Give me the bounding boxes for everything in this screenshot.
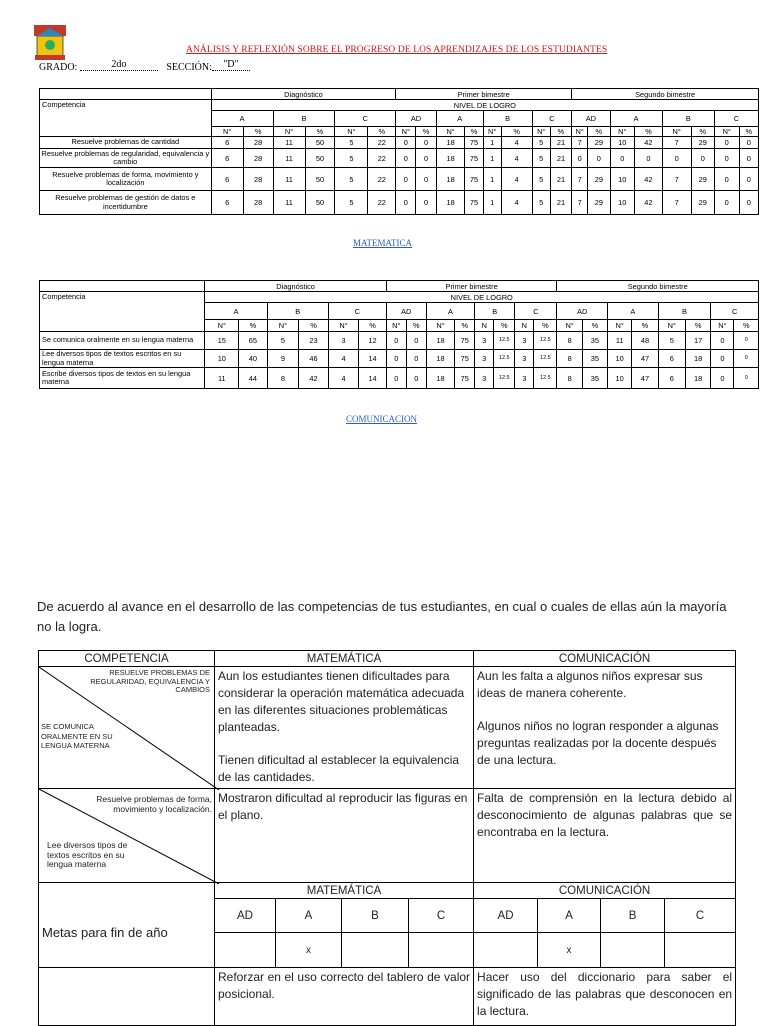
value-cell: 47 (632, 350, 658, 368)
value-cell: 75 (465, 191, 483, 215)
value-cell: 0 (416, 168, 436, 191)
table-row (40, 350, 759, 368)
value-cell: 18 (426, 368, 454, 389)
value-cell: 0 (711, 350, 734, 368)
value-cell: 8 (557, 350, 582, 368)
value-cell: 10 (608, 350, 632, 368)
value-cell: 75 (465, 149, 483, 168)
col-percent: % (243, 127, 273, 137)
col-percent: % (299, 320, 329, 332)
level-ad: AD (557, 303, 608, 320)
value-cell: 0 (386, 350, 406, 368)
value-cell: 0 (406, 368, 426, 389)
value-cell: 6 (658, 350, 685, 368)
col-percent: % (501, 127, 532, 137)
value-cell: 11 (273, 168, 305, 191)
value-cell: 28 (243, 149, 273, 168)
col-number: N° (557, 320, 582, 332)
value-cell: 18 (436, 191, 465, 215)
value-cell: 1 (483, 137, 501, 149)
value-cell: 11 (273, 149, 305, 168)
col-number: N° (711, 320, 734, 332)
value-cell: 22 (368, 168, 396, 191)
value-cell: 0 (691, 149, 714, 168)
math-reflection-1-b: Tienen dificultad al establecer la equivalencia de las cantidades. (218, 753, 460, 784)
level-b: B (483, 111, 532, 127)
value-cell: 23 (299, 332, 329, 350)
value-cell: 18 (426, 350, 454, 368)
value-cell: 42 (635, 137, 663, 149)
seccion-label: SECCIÓN: (166, 62, 212, 73)
level-a: A (211, 111, 273, 127)
page-title: ANÁLISIS Y REFLEXIÓN SOBRE EL PROGRESO DE LOS APRENDIZAJES DE LOS ESTUDIANTES (186, 45, 608, 55)
col-number: N° (386, 320, 406, 332)
value-cell: 7 (572, 191, 588, 215)
value-cell: 29 (588, 137, 610, 149)
com-competencia-1: SE COMUNICA ORALMENTE EN SU LENGUA MATERNA (41, 722, 113, 750)
competencia-cell: Resuelve problemas de regularidad, equivalencia y cambio (40, 149, 212, 168)
col-number: N° (572, 127, 588, 137)
value-cell: 7 (662, 191, 691, 215)
level-b: B (273, 111, 335, 127)
value-cell: 5 (658, 332, 685, 350)
col-percent: % (455, 320, 475, 332)
analysis-table (38, 650, 736, 1026)
value-cell: 44 (239, 368, 267, 389)
value-cell: 0 (416, 191, 436, 215)
value-cell: 29 (588, 168, 610, 191)
col-number: N° (267, 320, 299, 332)
metas-math-a-mark: x (276, 933, 342, 968)
value-cell: 50 (305, 191, 335, 215)
value-cell: 75 (465, 168, 483, 191)
value-cell: 11 (273, 191, 305, 215)
value-cell: 6 (211, 149, 243, 168)
value-cell: 3 (515, 332, 534, 350)
value-cell: 18 (436, 149, 465, 168)
level-c: C (714, 111, 758, 127)
col-percent: % (406, 320, 426, 332)
value-cell: 0 (739, 191, 759, 215)
value-cell: 6 (211, 191, 243, 215)
level-c: C (515, 303, 557, 320)
value-cell: 40 (239, 350, 267, 368)
value-cell: 6 (211, 168, 243, 191)
com-competencia-2: Lee diversos tipos de textos escritos en su lengua materna (47, 840, 128, 869)
level-a: A (205, 303, 267, 320)
com-reflection-1 (474, 667, 736, 789)
col-number: N° (532, 127, 550, 137)
header-competencia: Competencia (40, 292, 205, 332)
metas-com-ad: AD (474, 899, 538, 933)
value-cell: 10 (610, 168, 635, 191)
value-cell: 12.5 (534, 332, 557, 350)
value-cell: 7 (662, 137, 691, 149)
value-cell: 0 (406, 350, 426, 368)
value-cell: 0 (714, 149, 739, 168)
com-action: Hacer uso del diccionario para saber el significado de las palabras que desconocen en la lectura. (474, 968, 736, 1026)
value-cell: 75 (455, 332, 475, 350)
level-b: B (267, 303, 328, 320)
value-cell: 29 (588, 191, 610, 215)
value-cell: 50 (305, 168, 335, 191)
value-cell: 11 (273, 137, 305, 149)
col-percent: % (494, 320, 515, 332)
competencia-cell: Lee diversos tipos de textos escritos en su lengua materna (40, 350, 205, 368)
value-cell: 0 (714, 137, 739, 149)
value-cell: 22 (368, 149, 396, 168)
col-percent: % (691, 127, 714, 137)
math-competencia-2: Resuelve problemas de forma, movimiento y localización. (96, 794, 212, 814)
value-cell: 1 (483, 168, 501, 191)
value-cell: 21 (550, 137, 571, 149)
level-b: B (658, 303, 711, 320)
level-c: C (532, 111, 571, 127)
math-reflection-1 (215, 667, 474, 789)
col-number: N° (714, 127, 739, 137)
math-reflection-2: Mostraron dificultad al reproducir las figuras en el plano. (215, 789, 474, 883)
value-cell: 29 (691, 137, 714, 149)
level-a: A (426, 303, 474, 320)
metas-math-c: C (409, 899, 474, 933)
value-cell: 75 (455, 368, 475, 389)
value-cell: 0 (386, 332, 406, 350)
col-number: N (475, 320, 494, 332)
value-cell: 10 (610, 191, 635, 215)
value-cell: 0 (386, 368, 406, 389)
value-cell: 18 (426, 332, 454, 350)
col-number: N° (608, 320, 632, 332)
matematica-label: MATEMATICA (353, 238, 413, 248)
matematica-table (39, 88, 759, 215)
header-nivel-logro: NIVEL DE LOGRO (205, 292, 759, 303)
value-cell: 0 (711, 368, 734, 389)
col-comunicacion: COMUNICACIÓN (474, 651, 736, 667)
com-reflection-2: Falta de comprensión en la lectura debido al desconocimiento de algunas palabras que se encontraba en la lectura. (474, 789, 736, 883)
com-reflection-1-b: Algunos niños no logran responder a algunas preguntas realizadas por la docente después de una lectura. (477, 719, 719, 767)
value-cell: 35 (582, 332, 607, 350)
col-number: N° (211, 127, 243, 137)
value-cell: 0 (734, 368, 759, 389)
value-cell: 8 (557, 368, 582, 389)
col-number: N° (273, 127, 305, 137)
header-nivel-logro: NIVEL DE LOGRO (211, 100, 758, 111)
value-cell: 28 (243, 168, 273, 191)
value-cell: 4 (501, 191, 532, 215)
value-cell: 1 (483, 191, 501, 215)
value-cell: 7 (572, 168, 588, 191)
seccion-value: "D" (212, 59, 250, 71)
value-cell: 0 (739, 137, 759, 149)
value-cell: 22 (368, 137, 396, 149)
value-cell: 3 (515, 368, 534, 389)
value-cell: 12.5 (534, 368, 557, 389)
col-percent: % (588, 127, 610, 137)
value-cell: 0 (610, 149, 635, 168)
value-cell: 0 (588, 149, 610, 168)
value-cell: 21 (550, 149, 571, 168)
value-cell: 3 (475, 350, 494, 368)
header-segundo-bimestre: Segundo bimestre (557, 281, 759, 292)
level-ad: AD (572, 111, 610, 127)
col-percent: % (550, 127, 571, 137)
value-cell: 4 (501, 149, 532, 168)
value-cell: 12.5 (494, 332, 515, 350)
value-cell: 4 (501, 168, 532, 191)
value-cell: 11 (608, 332, 632, 350)
math-action: Reforzar en el uso correcto del tablero de valor posicional. (215, 968, 474, 1026)
competencia-cell: Resuelve problemas de cantidad (40, 137, 212, 149)
level-ad: AD (386, 303, 426, 320)
value-cell: 5 (335, 137, 368, 149)
value-cell: 35 (582, 368, 607, 389)
value-cell: 10 (608, 368, 632, 389)
level-c: C (328, 303, 386, 320)
competencia-cell: Se comunica oralmente en su lengua materna (40, 332, 205, 350)
col-competencia: COMPETENCIA (39, 651, 215, 667)
value-cell: 28 (243, 191, 273, 215)
value-cell: 21 (550, 168, 571, 191)
header-primer-bimestre: Primer bimestre (396, 89, 572, 100)
value-cell: 12.5 (534, 350, 557, 368)
value-cell: 0 (635, 149, 663, 168)
competencia-diagonal-cell-2 (39, 789, 215, 883)
metas-math-a: A (276, 899, 342, 933)
header-segundo-bimestre: Segundo bimestre (572, 89, 759, 100)
col-percent: % (368, 127, 396, 137)
value-cell: 12.5 (494, 368, 515, 389)
col-number: N (515, 320, 534, 332)
value-cell: 14 (359, 368, 386, 389)
metas-col-matematica: MATEMÁTICA (215, 883, 474, 899)
value-cell: 12 (359, 332, 386, 350)
value-cell: 0 (739, 149, 759, 168)
value-cell: 0 (416, 149, 436, 168)
value-cell: 5 (335, 149, 368, 168)
table-row (40, 137, 759, 149)
col-number: N° (396, 127, 416, 137)
value-cell: 50 (305, 149, 335, 168)
col-number: N° (658, 320, 685, 332)
value-cell: 3 (515, 350, 534, 368)
col-percent: % (239, 320, 267, 332)
metas-com-c: C (665, 899, 736, 933)
value-cell: 4 (328, 368, 359, 389)
value-cell: 0 (739, 168, 759, 191)
value-cell: 4 (328, 350, 359, 368)
metas-col-comunicacion: COMUNICACIÓN (474, 883, 736, 899)
value-cell: 3 (475, 332, 494, 350)
comunicacion-table (39, 280, 759, 389)
grado-value: 2do (80, 59, 158, 71)
col-number: N° (436, 127, 465, 137)
value-cell: 42 (635, 191, 663, 215)
value-cell: 0 (396, 168, 416, 191)
level-a: A (608, 303, 659, 320)
value-cell: 0 (711, 332, 734, 350)
com-reflection-1-a: Aun les falta a algunos niños expresar sus ideas de manera coherente. (477, 669, 703, 700)
value-cell: 8 (557, 332, 582, 350)
value-cell: 5 (532, 137, 550, 149)
value-cell: 0 (572, 149, 588, 168)
value-cell: 0 (662, 149, 691, 168)
value-cell: 0 (714, 191, 739, 215)
col-percent: % (582, 320, 607, 332)
value-cell: 0 (734, 350, 759, 368)
value-cell: 3 (328, 332, 359, 350)
col-number: N° (426, 320, 454, 332)
value-cell: 35 (582, 350, 607, 368)
col-percent: % (359, 320, 386, 332)
value-cell: 17 (686, 332, 711, 350)
col-percent: % (416, 127, 436, 137)
competencia-cell: Resuelve problemas de forma, movimiento y localización (40, 168, 212, 191)
value-cell: 8 (267, 368, 299, 389)
value-cell: 21 (550, 191, 571, 215)
value-cell: 28 (243, 137, 273, 149)
col-number: N° (335, 127, 368, 137)
competencia-diagonal-cell-1 (39, 667, 215, 789)
level-b: B (662, 111, 714, 127)
metas-com-a: A (538, 899, 601, 933)
value-cell: 10 (205, 350, 239, 368)
col-percent: % (465, 127, 483, 137)
level-a: A (436, 111, 483, 127)
value-cell: 29 (691, 191, 714, 215)
value-cell: 5 (267, 332, 299, 350)
col-number: N° (483, 127, 501, 137)
value-cell: 5 (532, 191, 550, 215)
value-cell: 5 (532, 168, 550, 191)
metas-label: Metas para fin de año (39, 899, 215, 968)
value-cell: 75 (465, 137, 483, 149)
value-cell: 1 (483, 149, 501, 168)
value-cell: 47 (632, 368, 658, 389)
value-cell: 18 (436, 137, 465, 149)
value-cell: 5 (335, 168, 368, 191)
reflection-question: De acuerdo al avance en el desarrollo de las competencias de tus estudiantes, en cual o cuales de ellas aún la mayoría no la logra. (37, 599, 727, 634)
col-matematica: MATEMÁTICA (215, 651, 474, 667)
col-percent: % (534, 320, 557, 332)
value-cell: 0 (714, 168, 739, 191)
value-cell: 75 (455, 350, 475, 368)
value-cell: 4 (501, 137, 532, 149)
value-cell: 42 (299, 368, 329, 389)
value-cell: 46 (299, 350, 329, 368)
value-cell: 22 (368, 191, 396, 215)
table-row (40, 168, 759, 191)
value-cell: 6 (211, 137, 243, 149)
level-a: A (610, 111, 662, 127)
value-cell: 0 (396, 137, 416, 149)
col-number: N° (610, 127, 635, 137)
header-diagnostico: Diagnóstico (205, 281, 386, 292)
value-cell: 5 (532, 149, 550, 168)
math-reflection-1-a: Aun los estudiantes tienen dificultades para considerar la operación matemática adecuada en las diferentes situaciones problemáticas planteadas. (218, 669, 465, 734)
col-percent: % (632, 320, 658, 332)
header-competencia: Competencia (40, 100, 212, 137)
value-cell: 0 (406, 332, 426, 350)
comunicacion-label: COMUNICACION (346, 414, 418, 424)
value-cell: 9 (267, 350, 299, 368)
value-cell: 18 (686, 368, 711, 389)
value-cell: 0 (396, 149, 416, 168)
col-percent: % (635, 127, 663, 137)
table-row (40, 368, 759, 389)
col-percent: % (686, 320, 711, 332)
col-number: N° (328, 320, 359, 332)
math-competencia-1: RESUELVE PROBLEMAS DE REGULARIDAD, EQUIVALENCIA Y CAMBIOS (90, 668, 210, 694)
table-row (40, 191, 759, 215)
col-percent: % (739, 127, 759, 137)
value-cell: 11 (205, 368, 239, 389)
metas-math-ad: AD (215, 899, 276, 933)
level-ad: AD (396, 111, 437, 127)
value-cell: 48 (632, 332, 658, 350)
value-cell: 18 (436, 168, 465, 191)
col-percent: % (734, 320, 759, 332)
col-number: N° (205, 320, 239, 332)
value-cell: 3 (475, 368, 494, 389)
competencia-cell: Escribe diversos tipos de textos en su lengua materna (40, 368, 205, 389)
table-row (40, 149, 759, 168)
grado-seccion-line (39, 59, 250, 74)
header-primer-bimestre: Primer bimestre (386, 281, 557, 292)
table-row (40, 332, 759, 350)
col-number: N° (662, 127, 691, 137)
value-cell: 6 (658, 368, 685, 389)
value-cell: 18 (686, 350, 711, 368)
header-diagnostico: Diagnóstico (211, 89, 396, 100)
value-cell: 0 (416, 137, 436, 149)
value-cell: 65 (239, 332, 267, 350)
value-cell: 12.5 (494, 350, 515, 368)
value-cell: 7 (572, 137, 588, 149)
value-cell: 29 (691, 168, 714, 191)
level-b: B (475, 303, 515, 320)
value-cell: 50 (305, 137, 335, 149)
value-cell: 0 (396, 191, 416, 215)
value-cell: 0 (734, 332, 759, 350)
competencia-cell: Resuelve problemas de gestión de datos e incertidumbre (40, 191, 212, 215)
col-percent: % (305, 127, 335, 137)
level-c: C (335, 111, 396, 127)
metas-com-a-mark: x (538, 933, 601, 968)
value-cell: 10 (610, 137, 635, 149)
metas-com-b: B (601, 899, 665, 933)
level-c: C (711, 303, 759, 320)
value-cell: 7 (662, 168, 691, 191)
grado-label: GRADO: (39, 62, 78, 73)
school-logo (33, 24, 67, 62)
value-cell: 14 (359, 350, 386, 368)
value-cell: 15 (205, 332, 239, 350)
value-cell: 42 (635, 168, 663, 191)
metas-math-b: B (342, 899, 409, 933)
value-cell: 5 (335, 191, 368, 215)
